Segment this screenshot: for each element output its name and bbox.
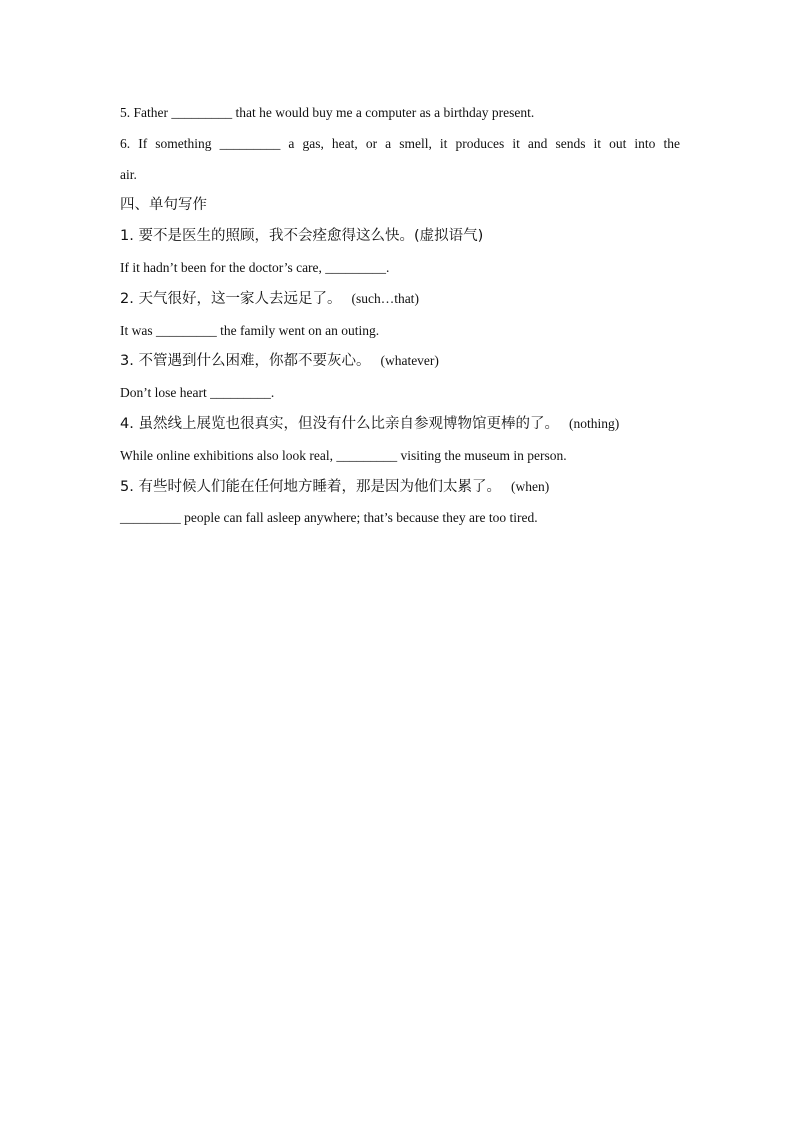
writing-item-2-english: It was _________ the family went on an outing. — [120, 323, 380, 338]
writing-item-5-chinese: 5. 有些时候人们能在任何地方睡着，那是因为他们太累了。 — [120, 479, 501, 495]
exercise-6-text-line1: 6. If something _________ a gas, heat, or a smell, it produces it and sends it out into the — [120, 136, 680, 151]
writing-item-2-prompt — [120, 290, 680, 308]
writing-item-5-english: _________ people can fall asleep anywhere; that’s because they are too tired. — [120, 510, 538, 525]
writing-item-2-hint: (such…that) — [351, 291, 419, 306]
writing-item-5-hint: (when) — [510, 479, 550, 494]
writing-item-3-english: Don’t lose heart _________. — [120, 385, 275, 400]
writing-item-3-chinese: 3. 不管遇到什么困难，你都不要灰心。 — [120, 353, 371, 369]
writing-item-4-chinese: 4. 虽然线上展览也很真实，但没有什么比亲自参观博物馆更棒的了。 — [120, 416, 559, 432]
writing-item-3-hint: (whatever) — [380, 353, 439, 368]
exercise-5-text: 5. Father _________ that he would buy me a computer as a birthday present. — [120, 105, 535, 120]
writing-item-3-prompt — [120, 352, 680, 370]
writing-item-1-prompt — [120, 227, 680, 245]
writing-item-1-chinese: 1. 要不是医生的照顾，我不会痊愈得这么快。(虚拟语气) — [120, 228, 484, 244]
section-heading-sentence-writing: 四、单句写作 — [120, 197, 207, 213]
writing-item-1-english: If it hadn’t been for the doctor’s care, _________. — [120, 260, 390, 275]
exercise-6-text-line2: air. — [120, 167, 137, 182]
writing-item-4-prompt — [120, 415, 680, 433]
writing-item-4-english: While online exhibitions also look real, _________ visiting the museum in person. — [120, 448, 567, 463]
writing-item-5-prompt — [120, 478, 680, 496]
writing-item-4-hint: (nothing) — [568, 416, 620, 431]
writing-item-2-chinese: 2. 天气很好，这一家人去远足了。 — [120, 291, 342, 307]
